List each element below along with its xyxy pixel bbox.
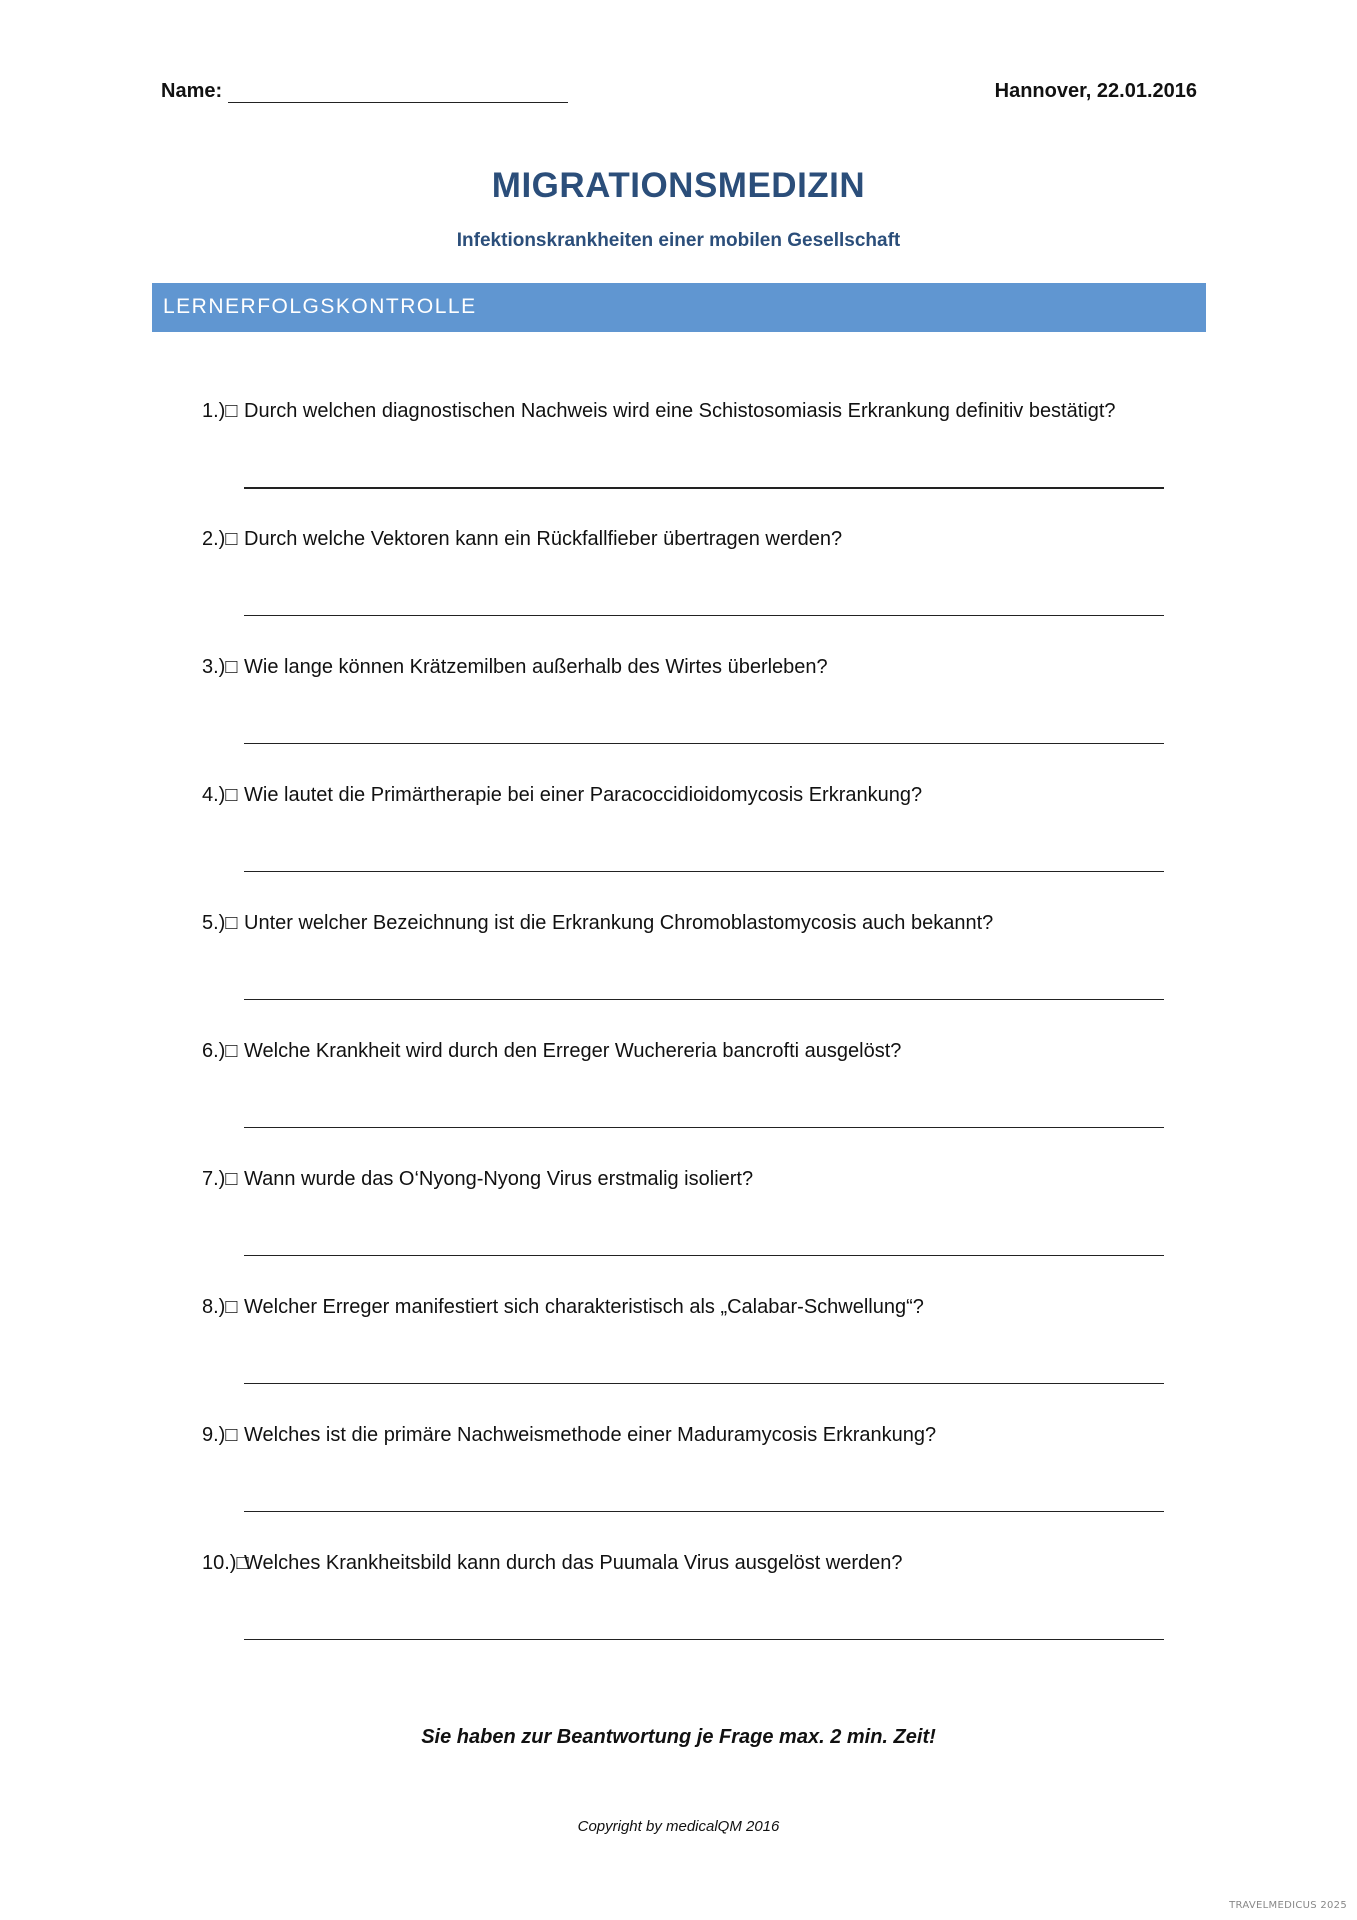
question-7 [202,1168,753,1191]
question-2 [202,528,842,551]
document-title: MIGRATIONSMEDIZIN [491,166,866,205]
answer-line-5 [244,999,1164,1000]
question-text: Welches Krankheitsbild kann durch das Puumala Virus ausgelöst werden? [244,1552,903,1574]
question-number: 10.)□ [202,1552,249,1574]
question-text: Durch welche Vektoren kann ein Rückfallfieber übertragen werden? [244,528,843,550]
watermark: TRAVELMEDICUS 2025 [1229,1900,1347,1911]
question-5 [202,912,993,935]
copyright: Copyright by medicalQM 2016 [577,1818,780,1835]
answer-line-1 [244,487,1164,489]
place-date: Hannover, 22.01.2016 [994,80,1197,102]
question-number: 5.)□ [202,912,238,934]
name-line [228,82,568,103]
question-number: 9.)□ [202,1424,238,1446]
question-10 [202,1552,903,1575]
question-number: 8.)□ [202,1296,238,1318]
question-text: Welcher Erreger manifestiert sich charakteristisch als „Calabar-Schwellung“? [244,1296,924,1318]
question-text: Unter welcher Bezeichnung ist die Erkrankung Chromoblastomycosis auch bekannt? [244,912,994,934]
answer-line-9 [244,1511,1164,1512]
question-number: 4.)□ [202,784,238,806]
question-number: 1.)□ [202,400,238,422]
answer-line-3 [244,743,1164,744]
answer-line-7 [244,1255,1164,1256]
question-number: 6.)□ [202,1040,238,1062]
answer-line-10 [244,1639,1164,1640]
section-banner: LERNERFOLGSKONTROLLE [152,283,1206,332]
answer-line-2 [244,615,1164,616]
name-field [161,80,568,103]
question-6 [202,1040,901,1063]
question-text: Durch welchen diagnostischen Nachweis wird eine Schistosomiasis Erkrankung definitiv bestätigt? [244,400,1116,422]
question-text: Wann wurde das O‘Nyong-Nyong Virus erstmalig isoliert? [244,1168,754,1190]
answer-line-6 [244,1127,1164,1128]
question-4 [202,784,922,807]
question-text: Wie lautet die Primärtherapie bei einer Paracoccidioidomycosis Erkrankung? [244,784,923,806]
question-number: 3.)□ [202,656,238,678]
question-text: Welches ist die primäre Nachweismethode einer Maduramycosis Erkrankung? [244,1424,937,1446]
question-9 [202,1424,936,1447]
question-3 [202,656,828,679]
question-1 [202,400,1116,423]
answer-line-4 [244,871,1164,872]
question-8 [202,1296,924,1319]
time-note: Sie haben zur Beantwortung je Frage max. 2 min. Zeit! [421,1726,936,1748]
question-text: Wie lange können Krätzemilben außerhalb des Wirtes überleben? [244,656,828,678]
name-label: Name: [161,80,223,102]
question-number: 2.)□ [202,528,238,550]
question-text: Welche Krankheit wird durch den Erreger Wuchereria bancrofti ausgelöst? [244,1040,902,1062]
document-subtitle: Infektionskrankheiten einer mobilen Gesellschaft [456,230,901,251]
question-number: 7.)□ [202,1168,238,1190]
answer-line-8 [244,1383,1164,1384]
